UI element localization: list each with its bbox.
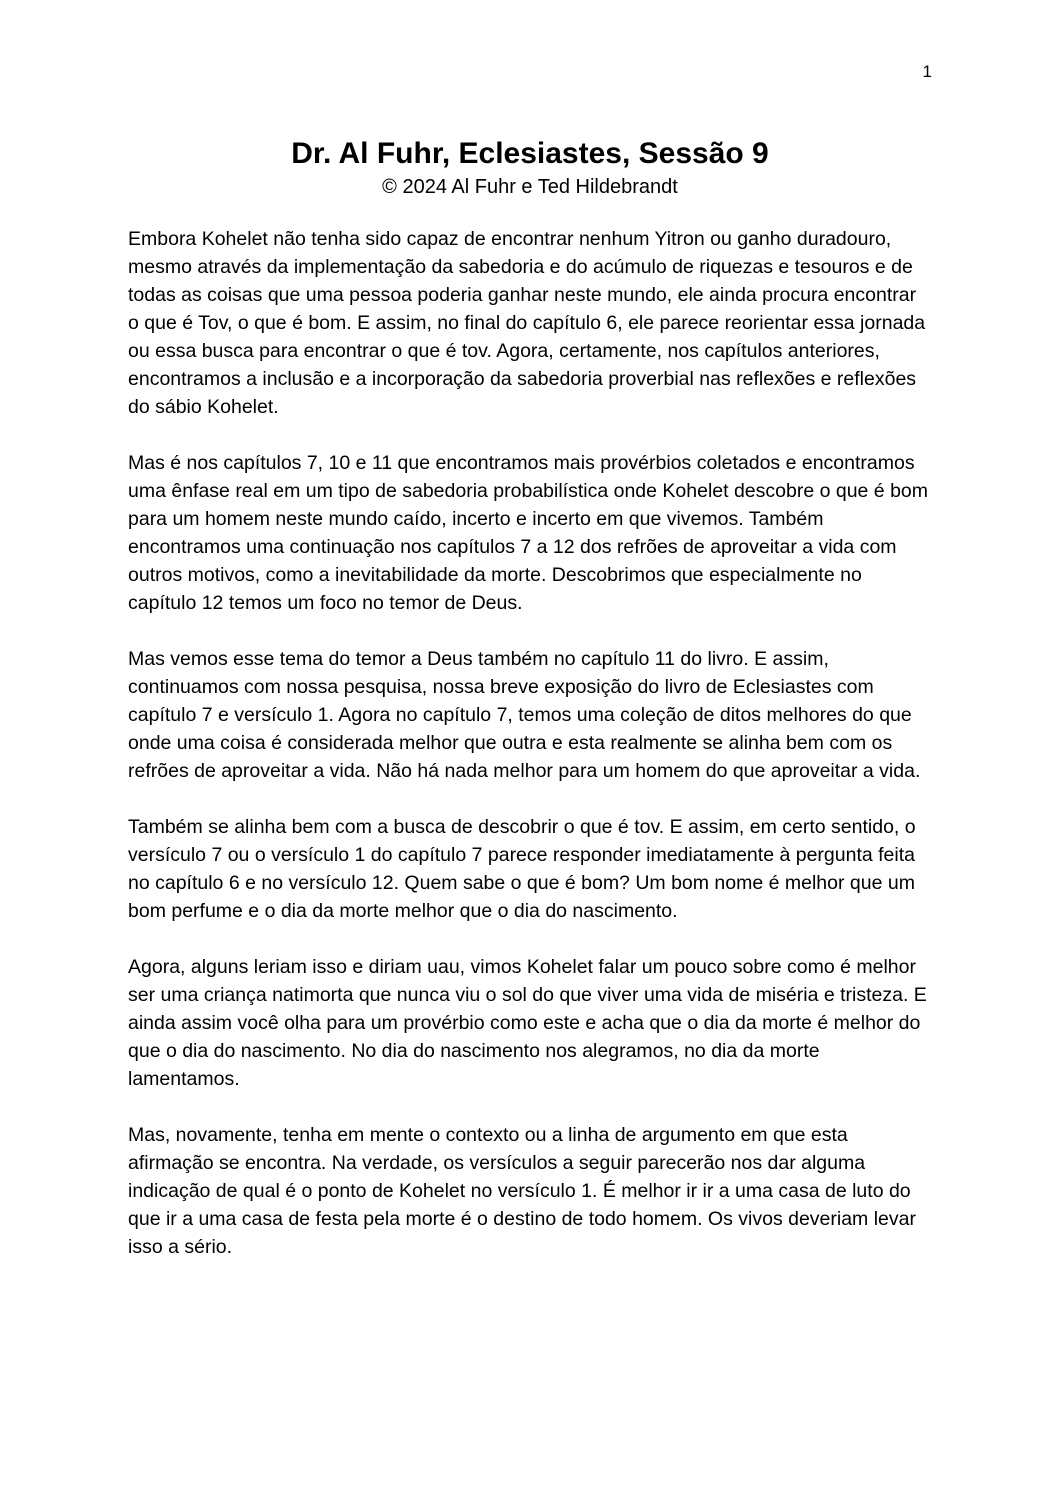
page-number: 1 (922, 62, 932, 81)
page-title: Dr. Al Fuhr, Eclesiastes, Sessão 9 (291, 137, 769, 170)
copyright-line: © 2024 Al Fuhr e Ted Hildebrandt (382, 176, 678, 198)
paragraph: Embora Kohelet não tenha sido capaz de encontrar nenhum Yitron ou ganho duradouro, mesmo através da implementação da sabedoria e do acúmulo de riquezas e tesouros e de todas as coisas que uma pessoa poderia ganhar neste mundo, ele ainda procura encontrar o que é Tov, o que é bom. E assim, no final do capítulo 6, ele parece reorientar essa jornada ou essa busca para encontrar o que é tov. Agora, certamente, nos capítulos anteriores, encontramos a inclusão e a incorporação da sabedoria proverbial nas reflexões e reflexões do sábio Kohelet. (128, 228, 926, 418)
paragraph: Mas é nos capítulos 7, 10 e 11 que encontramos mais provérbios coletados e encontramos uma ênfase real em um tipo de sabedoria probabilística onde Kohelet descobre o que é bom para um homem neste mundo caído, incerto e incerto em que vivemos. Também encontramos uma continuação nos capítulos 7 a 12 dos refrões de aproveitar a vida com outros motivos, como a inevitabilidade da morte. Descobrimos que especialmente no capítulo 12 temos um foco no temor de Deus. (128, 452, 929, 614)
paragraph: Também se alinha bem com a busca de descobrir o que é tov. E assim, em certo sentido, o versículo 7 ou o versículo 1 do capítulo 7 parece responder imediatamente à pergunta feita no capítulo 6 e no versículo 12. Quem sabe o que é bom? Um bom nome é melhor que um bom perfume e o dia da morte melhor que o dia do nascimento. (128, 816, 916, 922)
paragraph: Mas vemos esse tema do temor a Deus também no capítulo 11 do livro. E assim, continuamos com nossa pesquisa, nossa breve exposição do livro de Eclesiastes com capítulo 7 e versículo 1. Agora no capítulo 7, temos uma coleção de ditos melhores do que onde uma coisa é considerada melhor que outra e esta realmente se alinha bem com os refrões de aproveitar a vida. Não há nada melhor para um homem do que aproveitar a vida. (128, 648, 921, 782)
document-body (128, 225, 932, 1261)
paragraph: Mas, novamente, tenha em mente o contexto ou a linha de argumento em que esta afirmação se encontra. Na verdade, os versículos a seguir parecerão nos dar alguma indicação de qual é o ponto de Kohelet no versículo 1. É melhor ir ir a uma casa de luto do que ir a uma casa de festa pela morte é o destino de todo homem. Os vivos deveriam levar isso a sério. (128, 1124, 916, 1258)
document-content (128, 136, 932, 1289)
paragraph: Agora, alguns leriam isso e diriam uau, vimos Kohelet falar um pouco sobre como é melhor ser uma criança natimorta que nunca viu o sol do que viver uma vida de miséria e tristeza. E ainda assim você olha para um provérbio como este e acha que o dia da morte é melhor do que o dia do nascimento. No dia do nascimento nos alegramos, no dia da morte lamentamos. (128, 956, 927, 1090)
